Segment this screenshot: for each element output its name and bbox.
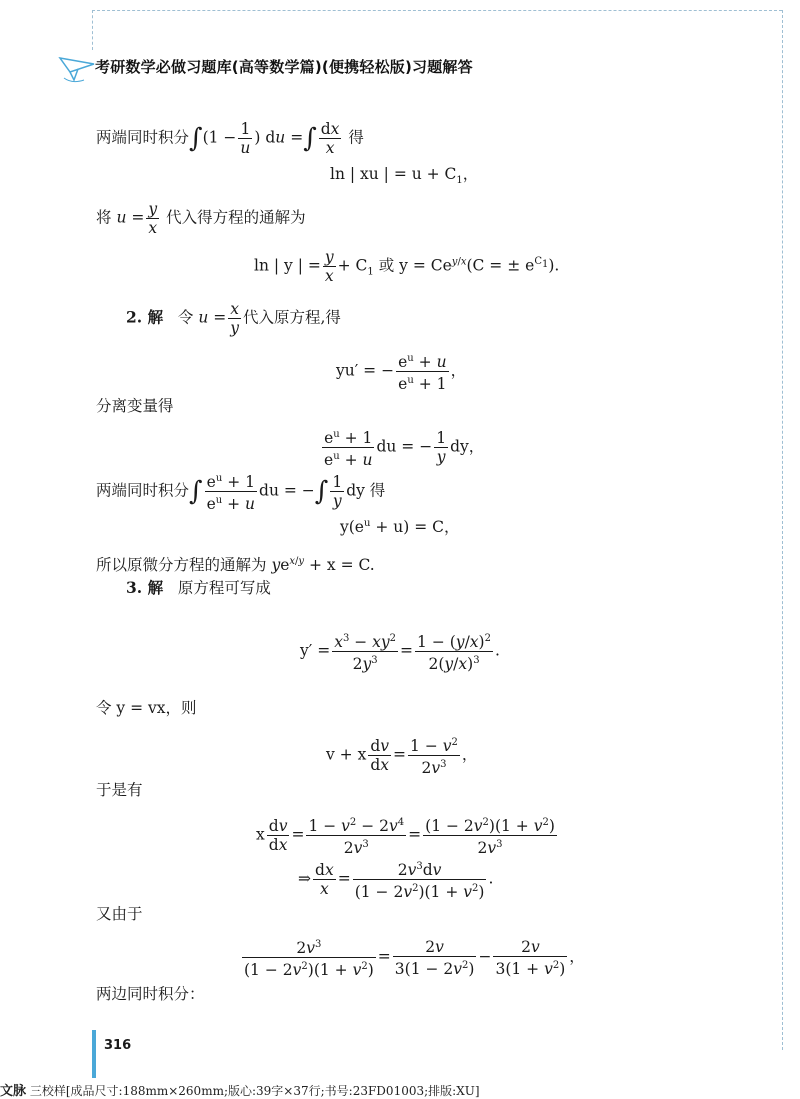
page-number: 316 <box>104 1038 132 1053</box>
print-footer <box>0 1080 480 1099</box>
page-frame-top <box>92 10 782 11</box>
header-title: 考研数学必做习题库(高等数学篇)(便携轻松版)习题解答 <box>95 58 473 76</box>
eq-v-substitution: v + x $\frac{dv}{dx}$ = $\frac{1 - v^2}{2v^3}$ ， <box>326 734 477 777</box>
text-let-y-vx: 令 y = vx，则 <box>96 699 197 717</box>
eq-y-prime: y′ = $\frac{x^3 - xy^2}{2y^3}$ = $\frac{1 - (y/x)^2}{2(y/x)^3}$ . <box>300 630 500 673</box>
eq-general-solution-1: ln | y | = $\frac{y}{x}$ + $C_1$ 或 $y = Ce^{y/x}(C$ = ± $e^{C_1}$). <box>254 248 560 285</box>
paper-plane-icon <box>58 50 98 86</box>
page-number-bar <box>92 1030 96 1078</box>
eq-integrate-both-sides: 两端同时积分∫(1 − $\frac{1}{u}$ ) du =∫ $\frac{dx}{x}$ 得 <box>96 120 364 157</box>
footer-brand: 文脉 <box>0 1084 27 1099</box>
text-therefore: 于是有 <box>96 781 143 799</box>
eq-separated: $\frac{e^u + 1}{e^u + u}$ du = − $\frac{1}{y}$ dy， <box>320 426 484 469</box>
text-separate-variables: 分离变量得 <box>96 397 174 415</box>
solution-3-heading: 3. 解 原方程可写成 <box>126 578 271 597</box>
page-header <box>58 50 758 90</box>
page-frame-right <box>782 10 783 1050</box>
eq-x-dv-dx: x $\frac{dv}{dx}$ = $\frac{1 - v^2 - 2v^4}{2v^3}$ = $\frac{(1 - 2v^2)(1 + v^2)}{2v^3}$ <box>256 814 559 857</box>
eq-general-solution-2: 所以原微分方程的通解为 $ye^{x/y} + x = C$. <box>96 556 375 575</box>
eq-yu-prime: yu′ = − $\frac{e^u + u}{e^u + 1}$ ， <box>336 350 466 393</box>
text-also: 又由于 <box>96 905 143 923</box>
solution-2-heading: 2. 解 令 u = $\frac{x}{y}$ 代入原方程,得 <box>126 300 341 337</box>
footer-text: 三校样[成品尺寸:188mm×260mm;版心:39字×37行;书号:23FD01003;排版:XU] <box>29 1084 480 1098</box>
eq-dx-over-x: ⇒ $\frac{dx}{x}$ = $\frac{2v^3dv}{(1 - 2v^2)(1 + v^2)}$ . <box>298 858 493 901</box>
page-frame-left <box>92 10 93 50</box>
eq-substitute-u: 将 u = $\frac{y}{x}$ 代入得方程的通解为 <box>96 200 306 237</box>
eq-ln-xu: ln | xu | = $u + C_1$， <box>330 165 479 187</box>
text-integrate-both: 两边同时积分： <box>96 985 205 1003</box>
eq-result-2: $y(e^u + u) = C$， <box>340 518 460 537</box>
eq-integrate-2: 两端同时积分∫ $\frac{e^u + 1}{e^u + u}$ du = −∫ $\frac{1}{y}$ dy 得 <box>96 470 385 513</box>
eq-partial-fractions: $\frac{2v^3}{(1 - 2v^2)(1 + v^2)}$ = $\frac{2v}{3(1 - 2v^2)}$ − $\frac{2v}{3(1 + v^2)}$ ， <box>244 937 585 980</box>
